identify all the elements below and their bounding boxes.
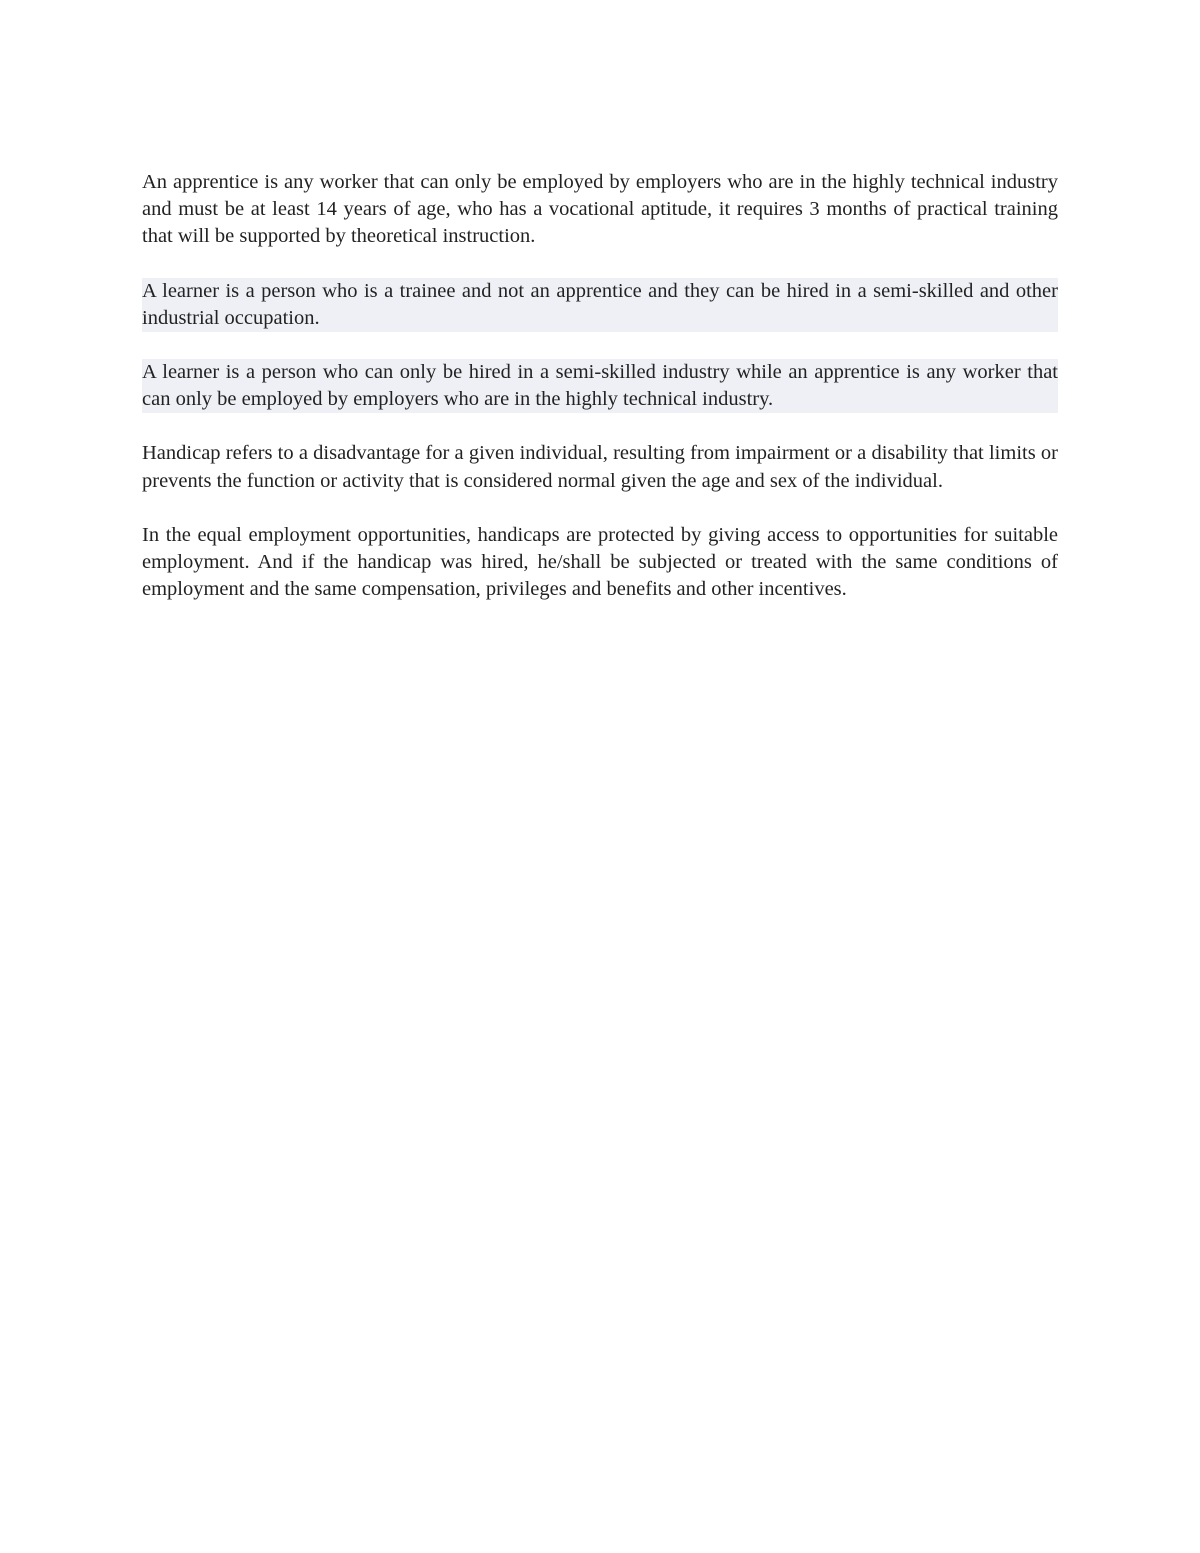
paragraph-apprentice-definition: An apprentice is any worker that can only be employed by employers who are in the highly technical industry and must be at least 14 years of age, who has a vocational aptitude, it requires 3 months of practical training that will be supported by theoretical instruction. <box>142 171 1058 248</box>
paragraph-handicap-definition: Handicap refers to a disadvantage for a given individual, resulting from impairment or a disability that limits or prevents the function or activity that is considered normal given the age and sex of the individual. <box>142 442 1058 492</box>
paragraph-learner-vs-apprentice: A learner is a person who can only be hired in a semi-skilled industry while an apprentice is any worker that can only be employed by employers who are in the highly technical industry. <box>142 359 1058 413</box>
document-body <box>142 169 1058 630</box>
paragraph-handicap-protection: In the equal employment opportunities, handicaps are protected by giving access to opportunities for suitable employment. And if the handicap was hired, he/shall be subjected or treated with the same conditions of employment and the same compensation, privileges and benefits and other incentives. <box>142 523 1058 601</box>
paragraph-learner-definition: A learner is a person who is a trainee and not an apprentice and they can be hired in a semi-skilled and other industrial occupation. <box>142 278 1058 332</box>
